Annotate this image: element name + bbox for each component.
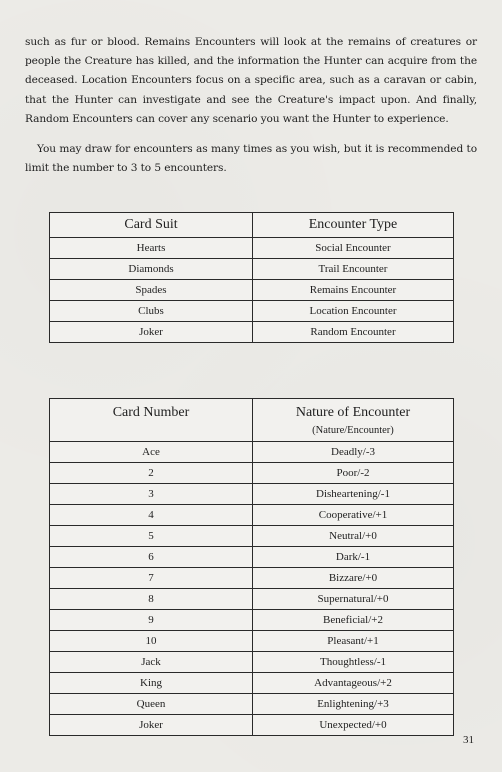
card-number-cell: 8 (50, 589, 253, 610)
card-number-cell: 9 (50, 610, 253, 631)
table-row (50, 694, 454, 715)
card-number-cell: Ace (50, 442, 253, 463)
suit-cell: Spades (50, 280, 253, 301)
table-row (50, 505, 454, 526)
card-number-cell: Queen (50, 694, 253, 715)
table-row (50, 568, 454, 589)
card-number-cell: 6 (50, 547, 253, 568)
suit-cell: Hearts (50, 238, 253, 259)
suit-cell: Diamonds (50, 259, 253, 280)
header-nature-of-encounter (253, 399, 454, 442)
header-encounter-type: Encounter Type (253, 213, 454, 238)
table-row (50, 547, 454, 568)
table-row (50, 631, 454, 652)
nature-cell: Deadly/-3 (253, 442, 454, 463)
table-row (50, 526, 454, 547)
table-row (50, 484, 454, 505)
encounter-type-cell: Trail Encounter (253, 259, 454, 280)
page-number: 31 (463, 734, 474, 746)
table-row (50, 280, 454, 301)
suit-cell: Clubs (50, 301, 253, 322)
paragraph-draw-limit: You may draw for encounters as many times as you wish, but it is recommended to limit the number to 3 to 5 encounters. (25, 143, 477, 175)
card-number-cell: 7 (50, 568, 253, 589)
nature-cell: Disheartening/-1 (253, 484, 454, 505)
nature-cell: Thoughtless/-1 (253, 652, 454, 673)
table-row (50, 715, 454, 736)
encounter-type-cell: Remains Encounter (253, 280, 454, 301)
card-number-table (49, 398, 454, 736)
table-row (50, 673, 454, 694)
nature-cell: Neutral/+0 (253, 526, 454, 547)
card-number-cell: 2 (50, 463, 253, 484)
nature-cell: Poor/-2 (253, 463, 454, 484)
header-card-number: Card Number (50, 399, 253, 442)
card-number-cell: 10 (50, 631, 253, 652)
card-number-cell: 5 (50, 526, 253, 547)
table-header-row (50, 399, 454, 442)
encounter-type-cell: Location Encounter (253, 301, 454, 322)
nature-cell: Advantageous/+2 (253, 673, 454, 694)
table-row (50, 463, 454, 484)
encounter-type-cell: Random Encounter (253, 322, 454, 343)
nature-cell: Enlightening/+3 (253, 694, 454, 715)
paragraph-encounter-types: such as fur or blood. Remains Encounters will look at the remains of creatures or people the Creature has killed, and the information the Hunter can acquire from the deceased. Location Encounters focus on a specific area, such as a caravan or cabin, that the Hunter can investigate and see the Creature's impact upon. And finally, Random Encounters can cover any scenario you want the Hunter to experience. (25, 36, 477, 125)
suit-cell: Joker (50, 322, 253, 343)
table-row (50, 610, 454, 631)
table-row (50, 442, 454, 463)
nature-cell: Beneficial/+2 (253, 610, 454, 631)
header-nature-label: Nature of Encounter (295, 405, 411, 420)
card-number-cell: King (50, 673, 253, 694)
nature-cell: Pleasant/+1 (253, 631, 454, 652)
table-row (50, 259, 454, 280)
table-row (50, 652, 454, 673)
card-number-cell: Jack (50, 652, 253, 673)
card-number-cell: Joker (50, 715, 253, 736)
nature-cell: Cooperative/+1 (253, 505, 454, 526)
table-row (50, 589, 454, 610)
nature-cell: Supernatural/+0 (253, 589, 454, 610)
nature-cell: Dark/-1 (253, 547, 454, 568)
card-number-cell: 3 (50, 484, 253, 505)
table-row (50, 301, 454, 322)
table-row (50, 238, 454, 259)
header-nature-subheader: (Nature/Encounter) (312, 425, 394, 436)
card-suit-table (49, 212, 454, 343)
table-row (50, 322, 454, 343)
nature-cell: Unexpected/+0 (253, 715, 454, 736)
header-card-suit: Card Suit (50, 213, 253, 238)
nature-cell: Bizzare/+0 (253, 568, 454, 589)
encounter-type-cell: Social Encounter (253, 238, 454, 259)
card-number-cell: 4 (50, 505, 253, 526)
table-header-row (50, 213, 454, 238)
